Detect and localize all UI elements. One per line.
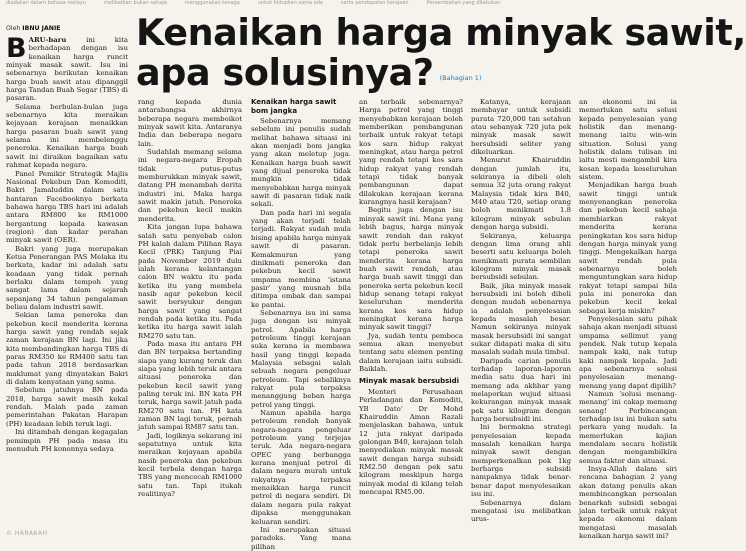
paragraph: Panel Pemikir Strategik Majlis Nasional Pekebun Dan Komoditi, Bakri Jamaluddin dalam satu hantaran Facebooknya berkata bahawa harga TBS hari ini adalah antara RM800 ke RM1000 bergantung kepada kawasan (region) dan kadar perahan minyak sawit (OER). <box>6 169 128 245</box>
top-strip-text: menggunakan tenaga <box>184 0 240 6</box>
paragraph: ini kita berhadapan dengan isu kenaikan harga runcit minyak masak sawit. Isu ini sebenarnya berikutan kenaikan harga buah sawit atau dipanggil harga Tandan Buah Segar (TBS) di pasaran. <box>6 36 128 103</box>
article-column-4 <box>359 98 463 530</box>
headline <box>136 11 746 98</box>
headline-line-2: apa solusinya? <box>136 51 434 94</box>
top-strip <box>0 0 681 7</box>
paragraph: Sebenarnya memang sebelum ini penulis sudah melihat bahawa situasi ini akan menjadi bom jangka yang akan meletup juga. Kenaikan harga buah sawit yang dijual peneroka tidak mungkin tidak menyebabkan harga minyak sawit di pasaran tidak naik sekali. <box>251 117 351 209</box>
top-strip-text: Persembahan yang dilakukan <box>426 0 501 6</box>
part-label: (Bahagian 1) <box>439 74 482 82</box>
lead-word: ARU-baru <box>28 36 67 44</box>
paragraph: Selama berbulan-bulan juga sebenarnya kita meraikan kejayaan kerajaan menaikkan harga pasaran buah sawit yang selama ini membelenggu peneroka. Kenaikan harga buah sawit ini diraikan bagaikan satu rahmat kepada negara. <box>6 102 128 170</box>
paragraph: Dan pada hari ini segala yang akan terjadi telah terjadi. Rakyat sudah mula bising apabila harga minyak sawit di pasaran. Kemakmuran yang dinikmati peneroka dan pekebun kecil sawit umpama membina ‘istana pasir’ yang musnah bila ditimpa ombak dan sampai ke pantai. <box>251 208 351 309</box>
byline-prefix: Oleh <box>6 25 21 32</box>
top-strip-text: melibatkan bukan sahaja <box>103 0 167 6</box>
paragraph: Pada masa itu antara PH dan BN terpaksa bertanding siapa yang kurang teruk dan siapa yang lebih teruk antara situasi peneroka dan pekebun kecil sawit yang paling teruk ini. BN kata PH teruk, harga sawit jatuh pada RM270 satu tan. PH kata zaman BN lagi teruk, pernah jatuh sampai RM87 satu tan. <box>138 339 242 432</box>
byline-author: IBNU JANIE <box>22 25 61 32</box>
subheading: Minyak masak bersubsidi <box>359 377 460 386</box>
top-strip-text: untuk hidupkan sama ada <box>257 0 323 6</box>
paragraph: Sebelum jatuhnya BN pada 2018, harga sawit masih kekal rendah. Malah pada zaman pemerintahan Pakatan Harapan (PH) keadaan lebih teruk lagi. <box>6 386 128 428</box>
article-column-6 <box>579 98 677 540</box>
watermark: © HARAKAH <box>6 530 48 537</box>
paragraph: Sudahlah memang selama ini negara-negara Eropah tidak putus-putus memburukkan minyak sawit, datang PH menambah derita industri ini. Maka harga sawit makin jatuh. Peneroka dan pekebun kecil makin menderita. <box>138 148 242 223</box>
paragraph: Sebenarnya isu ini sama juga dengan isu minyak petrol. Apabila harga petroleum tinggi kerajaan suka kerana ia membawa hasil yang tinggi kepada Malaysia sebagai salah sebuah negara pengeluar petroleum. Tapi sebaliknya rakyat pula terpaksa menanggung beban harga petrol yang tinggi. <box>251 308 351 409</box>
paragraph: Bakri yang juga merupakan Ketua Penerangan PAS Melaka itu berkata, kadar ini adalah satu keadaan yang tidak pernah berlaku dalam tempoh yang sangat lama dalam sejarah sepanjang 34 tahun pengalaman beliau dalam industri sawit. <box>6 244 128 311</box>
paragraph: Kita jangan lupa bahawa salah satu penyebab calon PH kalah dalam Pilihan Raya Kecil (PRK) Tanjung Piai pada November 2019 dulu ialah kerana kelantangan calon BN waktu itu pada ketika itu yang membela nasib agar pekebun kecil sawit bersyukur dengan harga sawit yang sangat rendah pada ketika itu. Pada ketika itu harga sawit ialah RM270 satu tan. <box>138 223 242 340</box>
paragraph: Namun ‘solusi menang-menang’ ini cakap memang senang! Perbincangan terhadap isu ini bukan satu perkara yang mudah. Ia memerlukan kajian mendalam secara holistik dengan mengambilkira semua faktor dan situasi. <box>579 390 677 465</box>
article-column-1 <box>6 33 128 530</box>
subheading: Kenaikan harga sawit bom jangka <box>251 98 337 115</box>
paragraph: Jya, sudah tentu pemboca semua akan menyebut tentang satu elemen penting dalam kerajaan iaitu subsidi. Baiklah. <box>359 331 463 373</box>
drop-cap: B <box>6 33 27 64</box>
paragraph: Menteri Perusahaan Perladangan dan Komoditi, YB Dato’ Dr Mohd Khairuddin Aman Razali menjelaskan bahawa, untuk 12 juta rakyat daripada golongan B40, kerajaan telah menyediakan minyak masak sawit dengan harga subsidi RM2.50 dengan pek satu kilogram meskipun harga minyak modal di kilang telah mencapai RM5.00. <box>359 387 463 496</box>
paragraph: Begitu juga dengan isu minyak sawit ini. Mana yang lebih bagus, harga minyak sawit rendah dan rakyat tidak perlu berbelanja lebih tetapi peneroka sawit menderita kerana harga buah sawit rendah, atau harga buah sawit tinggi dan peneroka serta pekebun kecil hidup senang tetapi rakyat keseluruhan menderita kerana kos sara hidup meningkat kerana harga minyak sawit tinggi? <box>359 206 463 332</box>
paragraph: an ekonomi ini ia memerlukan satu solusi kepada penyelesaian yang holistik dan menang-menang iaitu win-win situation. Solusi yang holistik dalam tulisan ini iaitu mesti mengambil kira kesan kepada keseluruhan sistem. <box>579 98 677 182</box>
paragraph: Sekian lama peneroka dan pekebun kecil menderita kerana harga sawit yang rendah sejak zaman kerajaan BN lagi. Ini jika kita membandingkan harga TBS di paras RM350 ke RM400 satu tan pada tahun 2018 berdasarkan maklumat yang dinyatakan Bakri di dalam kenyataan yang sama. <box>6 311 128 387</box>
paragraph: Menjadikan harga buah sawit tinggi untuk menyenangkan peneroka dan pekebun kecil sahaja membiarkan rakyat menderita kerana peningkatan kos sara hidup dengan harga minyak yang tinggi. Mengekalkan harga sawit rendah pula sebenarnya boleh menguntungkan sara hidup rakyat tetapi sampai bila pula ini peneroka dan pekebun kecil kekal sebagai kerja miskin? <box>579 181 677 315</box>
top-strip-text: diadakan dalam bahasa melayu <box>6 0 86 6</box>
paragraph: rang kepada dunia antarabangsa akhirnya beberapa negara memboikot minyak sawit kita. Antaranya India dan beberapa negara lain. <box>138 98 242 148</box>
paragraph: Katanya, kerajaan membayar untuk subsidi purata 720,000 tan setahun atau sebanyak 720 juta pek minyak masak sawit bersubsidi seliter yang dikeluarkan. <box>471 98 571 157</box>
byline <box>6 25 136 33</box>
paragraph: Insya-Allah dalam siri rencana bahagian 2 yang akan datang penulis akan membincangkan persoalan benarkah subsidi sebagai jalan terbaik untuk rakyat kepada ekonomi dalam mengatasi masalah kenaikan harga sawit ini? <box>579 465 677 540</box>
paragraph: Penyelesaian satu pihak sahaja akan menjadi situasi umpama sellimut yang pendek. Nak tutup kepala nampak kaki, nak tutup kaki nampak kepala. Jadi apa sebenarnya solusi penyelesaian menang-menang yang dapat dipilih? <box>579 314 677 390</box>
article-column-3 <box>251 94 351 551</box>
headline-line-1: Kenaikan harga minyak sawit, <box>136 11 746 54</box>
lead-paragraph <box>6 33 128 103</box>
paragraph: Sebenarnya dalam mengatasi isu melibatkan urus- <box>471 498 571 524</box>
paragraph: Sekiranya, keluarga dengan lima orang ahli beserti satu keluarga boleh menikmati purata sembilan kilogram minyak masak bersubsidi sebulan. <box>471 231 571 282</box>
top-strip-text: serta pendapatan kerajaan <box>340 0 409 6</box>
paragraph: Ini bermakna strategi penyelesaian kepada masalah kenaikan harga minyak sawit dengan memperkenalkan pek 1kg berharga subsidi nampaknya tidak benar-benar dapat menyelesaikan isu ini. <box>471 423 571 499</box>
paragraph: an terbaik sebenarnya? Harga petrol yang tinggi menyebabkan kerajaan boleh memberikan pembangunan terbaik untuk rakyat tetapi kos sara hidup rakyat meningkat, atau harga petrol yang rendah tetapi kos sara hidup rakyat yang rendah tetapi tidak banyak pembangunan dapat dilakukan kerajaan kerana kurangnya hasil kerajaan? <box>359 98 463 207</box>
paragraph: Jadi, logiknya sekarang ini sepatutnya untuk kita meraikan kejayaan apabila nasib peneroka dan pekebun kecil terbela dengan harga TBS yang mencecah RM1000 satu tan. Tapi itukah realitinya? <box>138 431 242 499</box>
paragraph: Namun apabila harga petroleum rendah banyak negara-negara pengeluar petroleum yang terjejas teruk. Ada negara-negara OPEC yang berbangga kerana menjual petrol di dalam negara murah untuk rakyatnya terpaksa menaikkan harga runcit petrol di negara sendiri. Di dalam negara pula rakyat dipaksa menggunakan keluaran sendiri. <box>251 409 351 526</box>
headline-line-2-wrap <box>136 53 678 98</box>
paragraph: Ini merupakan situasi paradoks. Yang mana pilihan <box>251 525 351 551</box>
article-column-2 <box>138 98 242 530</box>
paragraph: Daripada carian penulis terhadap laporan-laporan media satu dua hari ini memang ada akhbar yang melaporkan wujud situasi kekurangan minyak masak pek satu kilogram dengan harga bersubsidi ini. <box>471 356 571 424</box>
paragraph: Menurut Khairuddin dengan jumlah itu, sekiranya ia dibeli oleh semua 32 juta orang rakyat Malaysia tidak kira B40, M40 atau T20, setiap orang boleh menikmati 1.8 kilogram minyak sebulan dengan harga subsidi. <box>471 156 571 232</box>
paragraph: Baik, jika minyak masak bersubsidi ini boleh dibeli dengan mudah sebenarnya ia adalah penyelesaian kepada masalah besar. Namun sekiranya minyak masak bersubsidi ini sangat sukar didapati maka di situ masalah sudah mula timbul. <box>471 281 571 357</box>
paragraph: Ini ditambah dengan kegagalan pemimpin PH pada masa itu menuduh PH kononnya sedaya <box>6 428 128 453</box>
article-column-5 <box>471 98 571 530</box>
